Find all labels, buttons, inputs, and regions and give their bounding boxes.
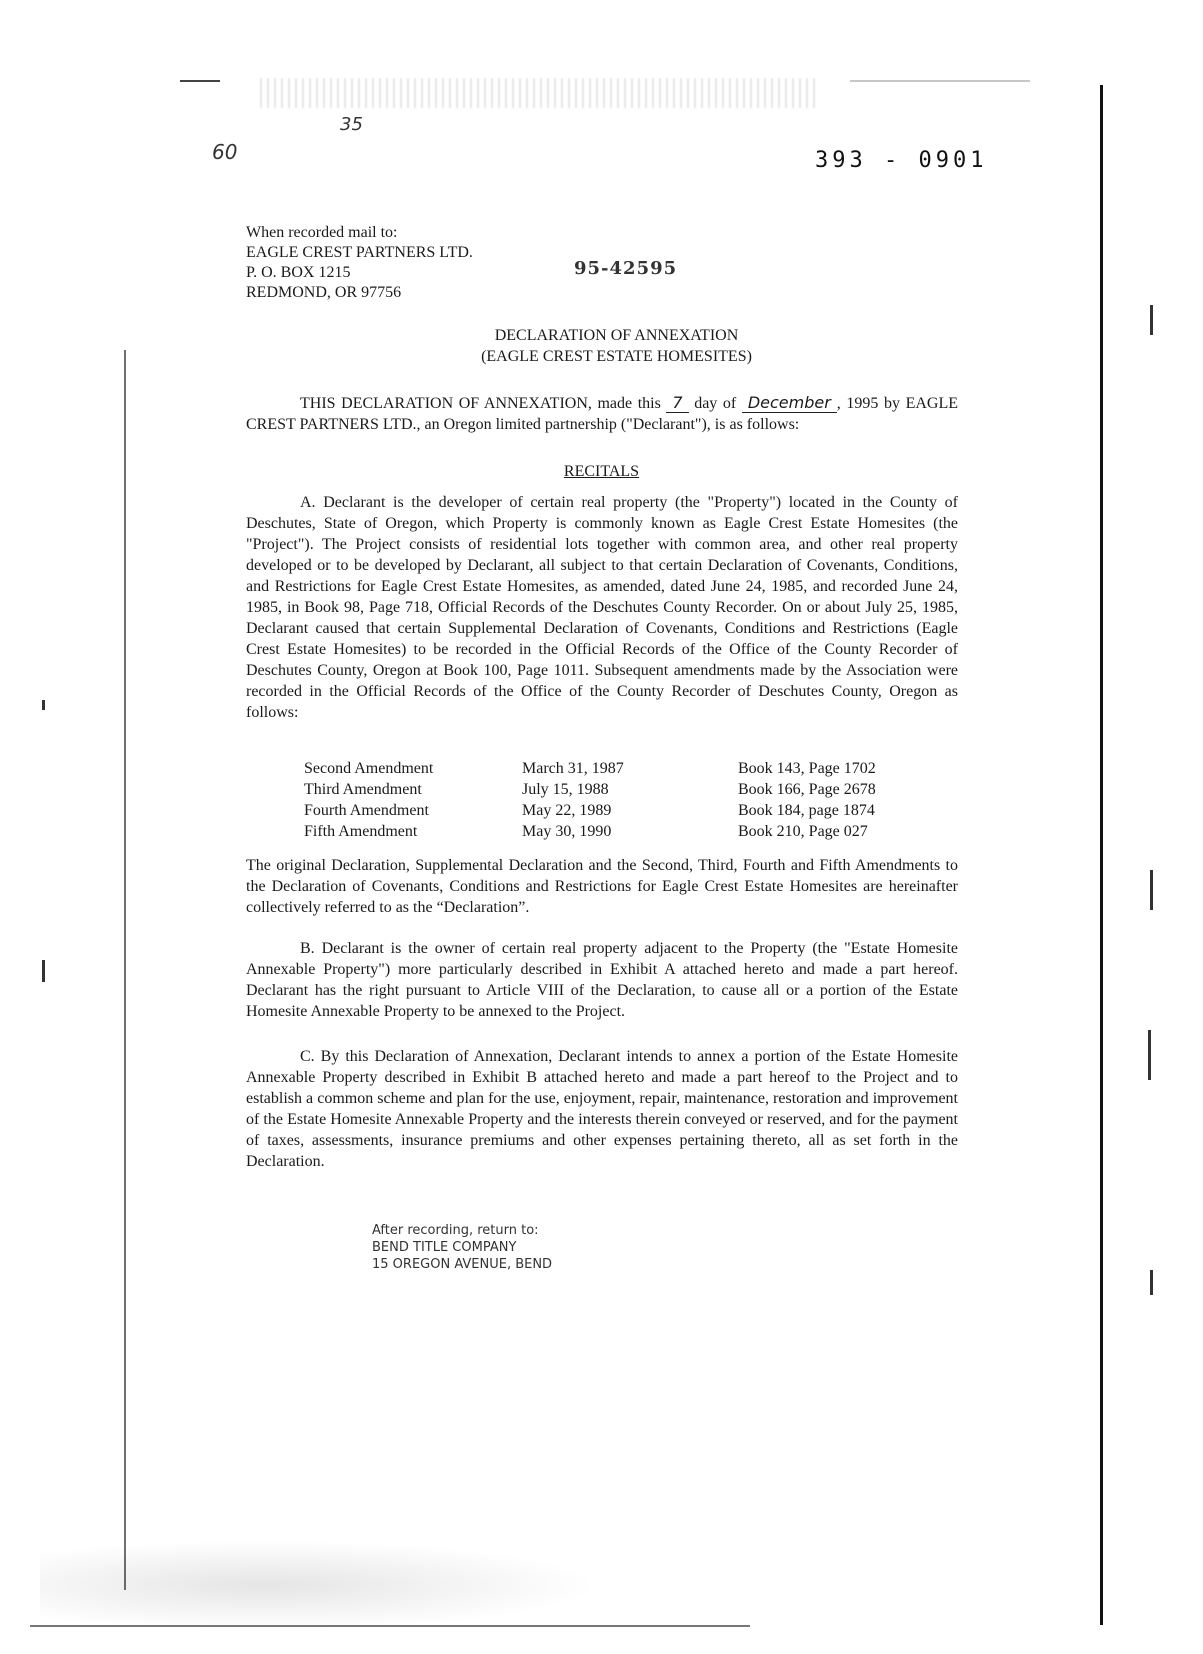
mail-to-address: P. O. BOX 1215 (246, 264, 351, 281)
amendment-book: Book 166, Page 2678 (738, 781, 876, 798)
paragraph-b: B. Declarant is the owner of certain real property adjacent to the Property (the "Estate Homesite Annexable Property") more particularly described in Exhibit A attached hereto and made a part hereof. Declarant has the right pursuant to Article VIII of the Declaration, to cause all or a portion of the Estate Homesite Annexable Property to be annexed to the Project. (246, 940, 958, 1020)
intro-text: , 1995 by EAGLE CREST PARTNERS LTD., an Oregon limited partnership ("Declarant"), is as follows: (246, 395, 959, 433)
handwritten-day: 7 (666, 393, 688, 413)
mail-to-block (246, 223, 473, 303)
stamp-line: 15 OREGON AVENUE, BEND (372, 1257, 553, 1272)
table-row (304, 781, 958, 802)
amendment-book: Book 210, Page 027 (738, 823, 868, 840)
title-line: (EAGLE CREST ESTATE HOMESITES) (481, 348, 752, 365)
amendment-name: Fifth Amendment (304, 823, 418, 840)
table-row (304, 823, 958, 844)
intro-text: day of (694, 395, 737, 412)
paragraph-c: C. By this Declaration of Annexation, Declarant intends to annex a portion of the Estate Homesite Annexable Property described in Exhibit B attached hereto and made a part hereof to the Project and to establish a common scheme and plan for the use, enjoyment, repair, maintenance, restoration and improvement of the Estate Homesite Annexable Property and the interests therein conveyed or reserved, and for the payment of taxes, assessments, insurance premiums and other expenses pertaining thereto, all as set forth in the Declaration. (246, 1048, 958, 1170)
scan-speck (1150, 870, 1153, 910)
scan-mark (180, 80, 220, 82)
amendments-table (304, 760, 958, 844)
intro-paragraph (246, 392, 958, 435)
intro-text: THIS DECLARATION OF ANNEXATION, made this (300, 395, 661, 412)
return-stamp (372, 1222, 552, 1273)
title-line: DECLARATION OF ANNEXATION (494, 327, 739, 344)
scan-mark (30, 1625, 750, 1627)
page-edge-line (1100, 85, 1103, 1625)
mail-to-label: When recorded mail to: (246, 224, 398, 241)
document-title (0, 325, 1203, 367)
mail-to-city: REDMOND, OR 97756 (246, 284, 402, 301)
table-row (304, 760, 958, 781)
amendment-book: Book 184, page 1874 (738, 802, 875, 819)
recitals-heading: RECITALS (563, 463, 640, 480)
paragraph-a-continued: The original Declaration, Supplemental Declaration and the Second, Third, Fourth and Fifth Amendments to the Declaration of Covenants, Conditions and Restrictions for Eagle Crest Estate Homesites are hereinafter collectively referred to as the “Declaration”. (246, 857, 958, 916)
scan-smudge (40, 1540, 600, 1630)
scan-speck (1148, 1030, 1151, 1080)
amendment-name: Fourth Amendment (304, 802, 429, 819)
amendment-date: May 30, 1990 (522, 823, 612, 840)
handwritten-mark: 35 (340, 114, 363, 135)
recording-number: 95-42595 (574, 258, 678, 279)
stamp-line: After recording, return to: (372, 1223, 539, 1238)
scan-speck (42, 960, 45, 982)
document-number: 393 - 0901 (815, 148, 988, 173)
amendment-date: May 22, 1989 (522, 802, 612, 819)
amendment-book: Book 143, Page 1702 (738, 760, 876, 777)
handwritten-month: December (742, 393, 837, 413)
amendment-name: Third Amendment (304, 781, 422, 798)
scan-mark (850, 80, 1030, 82)
paragraph-a: A. Declarant is the developer of certain real property (the "Property") located in the County of Deschutes, State of Oregon, which Property is commonly known as Eagle Crest Estate Homesites (the "Project"). The Project consists of residential lots together with common area, and other real property developed or to be developed by Declarant, all subject to that certain Declaration of Covenants, Conditions, and Restrictions for Eagle Crest Estate Homesites, as amended, dated June 24, 1985, and recorded June 24, 1985, in Book 98, Page 718, Official Records of the Deschutes County Recorder. On or about July 25, 1985, Declarant caused that certain Supplemental Declaration of Covenants, Conditions and Restrictions (Eagle Crest Estate Homesites) to be recorded in the Official Records of the Office of the County Recorder of Deschutes County, Oregon at Book 100, Page 1011. Subsequent amendments made by the Association were recorded in the Official Records of the Office of the County Recorder of Deschutes County, Oregon as follows: (246, 494, 958, 721)
table-row (304, 802, 958, 823)
amendment-name: Second Amendment (304, 760, 434, 777)
amendment-date: March 31, 1987 (522, 760, 624, 777)
scan-speck (1150, 1270, 1153, 1295)
page-edge-line (124, 350, 126, 1590)
handwritten-mark: 60 (212, 140, 238, 164)
scan-speck (42, 700, 45, 710)
amendment-date: July 15, 1988 (522, 781, 609, 798)
mail-to-name: EAGLE CREST PARTNERS LTD. (246, 244, 473, 261)
scan-noise (260, 78, 820, 108)
stamp-line: BEND TITLE COMPANY (372, 1240, 517, 1255)
